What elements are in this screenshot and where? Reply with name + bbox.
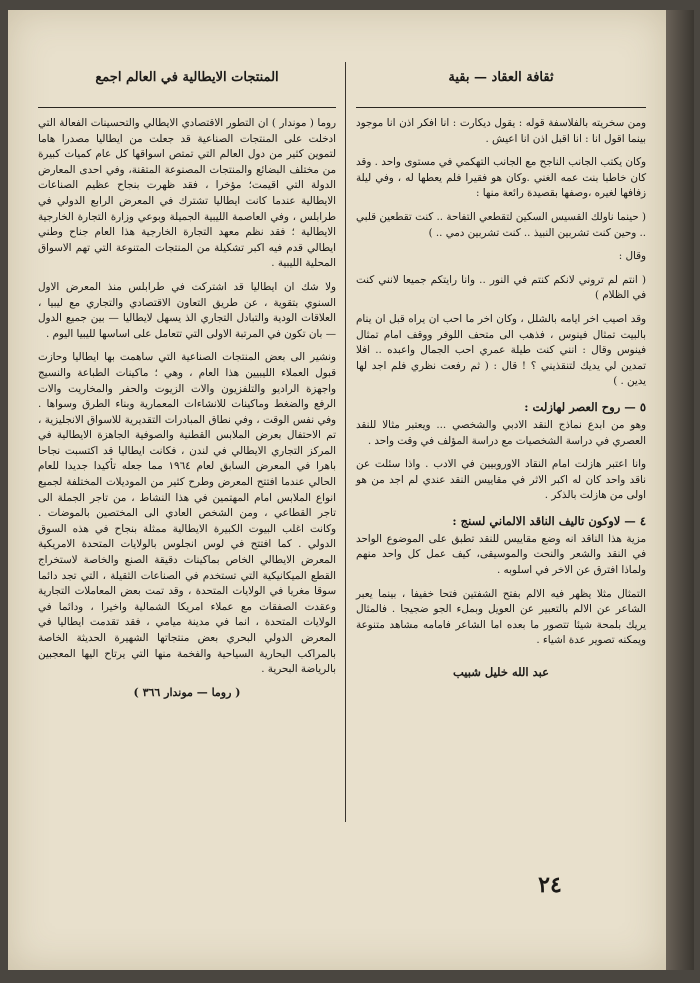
article-aqqad-culture — [356, 70, 646, 679]
page-number: ٢٤ — [538, 872, 562, 898]
section-heading: ٥ — روح العصر لهازلت : — [524, 399, 646, 414]
article-title: المنتجات الايطالية في العالم اجمع — [95, 70, 279, 85]
paragraph: وقال : — [618, 250, 646, 263]
paragraph: التمثال مثلا يظهر فيه الالم بفتح الشفتين فتحا خفيفا ، بينما يعبر الشاعر عن الالم بالتعبير عن العويل وبملء الجو ضجيجا . فالمثال يريك بلمحة شيئا تتصور ما بعده اما الشاعر فامامه مشاهد متنوعة ويمكنه تصوير عدة اشياء . — [356, 587, 646, 647]
title-rule — [356, 107, 646, 108]
paragraph: وهو من ابدع نماذج النقد الادبي والشخصي ... ويعتبر مثالا للنقد العصري في دراسة الشخصيات مع دراسة المؤلف في وقت واحد . — [356, 418, 646, 447]
title-rule — [38, 107, 336, 108]
article-italian-products — [38, 70, 336, 699]
section-heading: ٤ — لاوكون تاليف الناقد الالماني لسنج : — [452, 513, 646, 528]
poem-quote: ( حينما ناولك القسيس السكين لتقطعي التفاحة .. كنت تقطعين قلبي .. وحين كنت تشربين النبيذ .. كنت تشربين دمي .. ) — [356, 210, 646, 239]
paragraph: مزية هذا الناقد انه وضع مقاييس للنقد تطبق على الموضوع الواحد في النقد والشعر والنحت والموسيقى، كيف عمل كل واحد منهم ولماذا افترق عن الاخر في اسلوبه . — [356, 532, 646, 577]
quote: ( انتم لم تروني لانكم كنتم في النور .. وانا رايتكم جميعا لانني كنت في الظلام ) — [356, 273, 646, 302]
article-title: ثقافة العقاد — بقية — [448, 70, 554, 85]
page-edge — [666, 10, 694, 970]
column-divider — [345, 62, 346, 822]
paragraph: وانا اعتبر هازلت امام النقاد الاوروبيين في الادب . واذا سئلت عن ناقد واحد كان له اكبر الاثر في مقاييس النقد عندي لم اجد من هو اولى من هازلت بالذكر . — [356, 458, 646, 502]
author-name: عبد الله خليل شبيب — [452, 665, 549, 680]
paragraph: وكان يكتب الجانب الناجح مع الجانب التهكمي في مستوى واحد . وقد كان خاطبا بنت عمه الغني .وكان هو فقيرا فلم يعطها له ، وفي ليلة زفافها لغيره ،وصفها بقصيدة رائعة منها : — [356, 156, 646, 200]
article-source: ( روما — موندار ٣٦٦ ) — [133, 685, 241, 699]
paragraph: وقد اصيب اخر ايامه بالشلل ، وكان اخر ما احب ان يراه قبل ان ينام بالبيت تمثال فينوس ، فذهب الى متحف اللوفر ووقف امام تمثال فينوس وقال : انني كنت طيلة عمري احب الجمال واعبده .. افلا تمدين لي يديك لتنقذيني ؟ ! قال : ( ثم رفعت نظري فلم اجد لها يدين . ) — [356, 312, 646, 388]
paragraph: ونشير الى بعض المنتجات الصناعية التي ساهمت بها ايطاليا وحازت قبول العملاء الليبيين هذا العام ، وهي ؛ ماكينات الطباعة والنسيج واجهزة الراديو والتلفزيون والات الزيوت والحفر والمخاريت والات الرفع والضغط وماكينات للانشاءات المعمارية وبناء الطرق وسواها . وفي نفس الوقت ، وفي نطاق المبادرات التقديرية للاسواق الانجليزية ، تم الاحتفال بعرض الملابس القطنية والصوفية الجاهزة الايطالية في المركز التجاري الايطالي في لندن ، فكانت ايطاليا قد اكتسبت نجاحا باهرا في المعرض السابق لعام ١٩٦٤ مما جعله تأكيدا جديدا للعام الحالي عندما افتتح المعرض وطرح كثير من الموديلات المختلفة لجميع انواع الملابس امام المهتمين في هذا النشاط ، من تاجر الجملة الى تاجر القطاعي ، ومن الشخص العادي الى المختصين بالموضات . وكانت اغلب البيوت الكبيرة الايطالية ممثلة بنجاح في هذه السوق الدولي . كما افتتح في لوس انجلوس بالولايات المتحدة الامريكية المعرض الايطالي الخاص بماكينات دقيقة الصنع والخاصة لاستخراج القطع الميكانيكية التي تستخدم في الصناعات الثقيلة ، التي تجد دائما سوقا مغريا في الولايات المتحدة ، وقد تمت بعض المعاملات التجارية وعقدت الصفقات مع عملاء امريكا الشمالية واخيرا ، ودائما في الولايات المتحدة ، انما في مدينة ميامي ، فقد تقدمت ايطاليا في المعرض الدولي البحري بعض منتجاتها الشهيرة الحديثة الخاصة بالمراكب البحارية السياحية والفخمة منها التي يرتاح اليها المعجبين بالرياضة البحرية . — [38, 351, 336, 676]
paragraph: روما ( موندار ) ان التطور الاقتصادي الايطالي والتحسينات الفعالة التي ادخلت على المنتجات الصناعية قد جعلت من ايطاليا مصدرا هاما لتموين كثير من دول العالم التي تمتص اسواقها كل عام كميات كبيرة من مختلف البضائع والمنتجات المصنوعة المتقنة، وفي احدى المعارض الدولة التي اقيمت؛ مؤخرا ، فقد ظهرت بنجاح عظيم الصناعات الايطالية عندما كانت ايطاليا تشترك في المعرض الرابع الدولي في طرابلس ، وفي العاصمة الليبية الجميلة وبوعي وزارة التجارة الخارجية الايطالية ؛ فقد نظم معهد التجارة الخارجية هذا العام جناح وطني ايطالي قدم فيه اكبر تشكيلة من المنتجات المتنوعة التي تهم الاسواق المحلية الليبية . — [38, 117, 336, 270]
paragraph: ولا شك ان ايطاليا قد اشتركت في طرابلس منذ المعرض الاول السنوي بتقوية ، عن طريق التعاون الاقتصادي والتجاري مع ليبيا ، العلاقات الودية والتبادل التجاري الذ يسهل لايطاليا — بين جميع الدول — بان تكون في المرتبة الاولى التي تتعامل على اساسها لليبيا اليوم . — [38, 280, 336, 340]
paragraph: ومن سخريته بالفلاسفة قوله : يقول ديكارت : انا افكر اذن انا موجود بينما اقول انا : انا اقبل اذن انا اعيش . — [356, 117, 646, 145]
